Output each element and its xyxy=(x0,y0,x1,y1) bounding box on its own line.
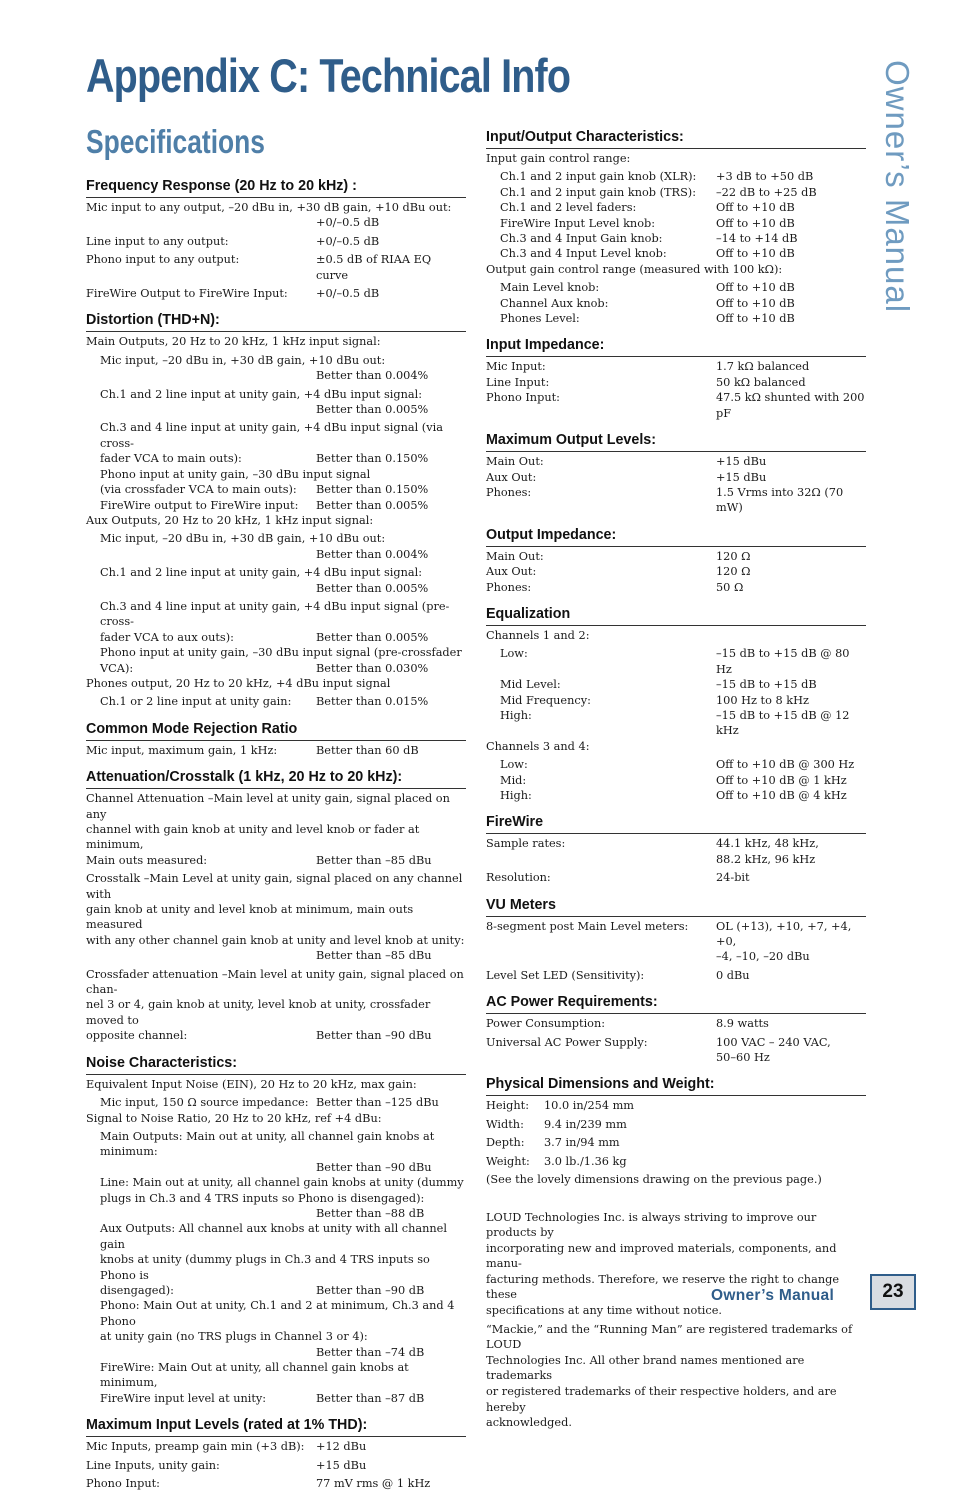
spec-value: 0 dBu xyxy=(716,968,750,982)
spec-value: Better than 0.005% xyxy=(316,403,429,417)
spec-text: Output gain control range (measured with 100 kΩ): xyxy=(486,262,783,276)
spec-row xyxy=(486,296,866,311)
spec-row xyxy=(486,216,866,231)
spec-value: +12 dBu xyxy=(316,1440,367,1454)
spec-row xyxy=(486,564,866,579)
spec-value: Better than –90 dB xyxy=(316,1283,425,1297)
spec-section xyxy=(86,719,466,758)
spec-text: Channel Attenuation –Main level at unity gain, signal placed on any channel with gain knob at unity and level knob or fader at minimum, xyxy=(86,792,450,852)
spec-label xyxy=(86,1345,316,1360)
spec-text: Ch.1 and 2 line input at unity gain, +4 dBu input signal: xyxy=(100,566,423,580)
spec-value: 100 VAC – 240 VAC, 50–60 Hz xyxy=(716,1035,831,1065)
spec-value: Better than –90 dBu xyxy=(316,1029,432,1043)
spec-row xyxy=(86,252,466,283)
spec-label: Phono Input: xyxy=(86,1477,160,1491)
spec-value: 50 Ω xyxy=(716,580,744,594)
spec-section xyxy=(86,310,466,709)
spec-row xyxy=(486,311,866,326)
spec-value: 44.1 kHz, 48 kHz, 88.2 kHz, 96 kHz xyxy=(716,837,819,866)
spec-value: 77 mV rms @ 1 kHz xyxy=(316,1477,431,1491)
spec-label: Phones: xyxy=(486,485,532,499)
spec-section xyxy=(486,1074,866,1187)
spec-label: Line Inputs, unity gain: xyxy=(86,1458,220,1472)
spec-label: Ch.1 and 2 level faders: xyxy=(500,201,637,215)
spec-label: Main Out: xyxy=(486,549,544,563)
spec-row xyxy=(486,870,866,885)
spec-row xyxy=(486,693,866,708)
spec-label: Mic Input: xyxy=(486,360,546,374)
spec-text: Equivalent Input Noise (EIN), 20 Hz to 20 kHz, max gain: xyxy=(86,1077,417,1091)
spec-label: High: xyxy=(500,708,532,722)
spec-label: Phono input to any output: xyxy=(86,253,240,267)
spec-label xyxy=(86,402,316,417)
spec-label: Level Set LED (Sensitivity): xyxy=(486,968,645,982)
spec-label: opposite channel: xyxy=(86,1029,188,1043)
spec-text: Main Outputs: Main out at unity, all channel gain knobs at minimum: xyxy=(100,1129,435,1159)
spec-text: Ch.1 and 2 line input at unity gain, +4 dBu input signal: xyxy=(100,387,423,401)
spec-value: Better than 0.004% xyxy=(316,369,429,383)
footnote-paragraph: “Mackie,” and the “Running Man” are registered trademarks of LOUD Technologies Inc. All other brand names mentioned are trademarks or registered trademarks of their respective holders, and are hereby acknowledged. xyxy=(486,1322,853,1430)
spec-value: 3.0 lb./1.36 kg xyxy=(544,1154,627,1168)
spec-label: Low: xyxy=(500,647,528,661)
spec-row xyxy=(86,1283,466,1298)
right-sections xyxy=(486,127,866,1188)
footnotes xyxy=(486,1210,866,1431)
section-heading: Maximum Input Levels (rated at 1% THD): xyxy=(86,1415,466,1437)
spec-label: fader VCA to aux outs): xyxy=(100,630,234,644)
spec-text: Phones output, 20 Hz to 20 kHz, +4 dBu input signal xyxy=(86,676,391,690)
section-heading: FireWire xyxy=(486,812,866,834)
spec-text: Mic input, –20 dBu in, +30 dB gain, +10 dBu out: xyxy=(100,353,386,367)
spec-label: Channel Aux knob: xyxy=(500,296,609,310)
spec-value: Better than 0.005% xyxy=(316,630,429,644)
spec-text: Line: Main out at unity, all channel gain knobs at unity (dummy plugs in Ch.3 and 4 TRS inputs so Phono is disengaged): xyxy=(100,1176,464,1205)
spec-row xyxy=(486,580,866,595)
spec-label: Width: xyxy=(486,1117,524,1131)
spec-text: Aux Outputs: All channel aux knobs at unity with all channel gain knobs at unity (dummy plugs in Ch.3 and 4 TRS inputs so Phono is xyxy=(100,1222,447,1282)
spec-label: Ch.1 or 2 line input at unity gain: xyxy=(100,695,292,709)
spec-row xyxy=(486,1035,866,1066)
spec-text: Crossfader attenuation –Main level at unity gain, signal placed on chan- nel 3 or 4, gain knob at unity, level knob at unity, crossfader moved to xyxy=(86,967,464,1027)
spec-value: Better than –90 dBu xyxy=(316,1160,432,1174)
spec-row xyxy=(86,234,466,249)
spec-row xyxy=(486,677,866,692)
spec-value: +15 dBu xyxy=(316,1458,367,1472)
spec-label: Power Consumption: xyxy=(486,1017,606,1031)
spec-value: 120 Ω xyxy=(716,565,751,579)
spec-value: +15 dBu xyxy=(716,470,767,484)
spec-label: Mic Inputs, preamp gain min (+3 dB): xyxy=(86,1440,305,1454)
spec-value: +3 dB to +50 dB xyxy=(716,170,814,184)
spec-row xyxy=(486,200,866,215)
spec-label xyxy=(86,368,316,383)
spec-label: fader VCA to main outs): xyxy=(100,452,242,466)
spec-section xyxy=(86,1053,466,1407)
footer-label: Owner’s Manual xyxy=(711,1287,835,1304)
spec-value: Better than –87 dB xyxy=(316,1391,425,1405)
spec-value: 1.5 Vrms into 32Ω (70 mW) xyxy=(716,485,844,515)
spec-section xyxy=(486,895,866,984)
spec-label: (via crossfader VCA to main outs): xyxy=(100,483,297,497)
spec-label: Aux Out: xyxy=(486,470,537,484)
spec-row xyxy=(86,1206,466,1221)
spec-label: Mic input, 150 Ω source impedance: xyxy=(100,1096,309,1110)
spec-row xyxy=(86,661,466,676)
spec-row xyxy=(86,547,466,562)
spec-label xyxy=(86,547,316,562)
spec-value: 1.7 kΩ balanced xyxy=(716,360,810,374)
spec-text: Signal to Noise Ratio, 20 Hz to 20 kHz, ref +4 dBu: xyxy=(86,1111,382,1125)
spec-row xyxy=(486,470,866,485)
spec-text: (See the lovely dimensions drawing on the previous page.) xyxy=(486,1173,822,1187)
spec-value: Better than –88 dB xyxy=(316,1206,425,1220)
spec-section xyxy=(486,430,866,516)
spec-row xyxy=(486,1098,866,1113)
spec-value: +15 dBu xyxy=(716,455,767,469)
spec-row xyxy=(86,368,466,383)
spec-row xyxy=(486,836,866,867)
spec-value: –14 to +14 dB xyxy=(716,232,798,246)
spec-value: Better than 0.005% xyxy=(316,581,429,595)
spec-row xyxy=(86,1476,466,1491)
spec-row xyxy=(86,1391,466,1406)
spec-row xyxy=(486,359,866,374)
spec-label: Ch.1 and 2 input gain knob (XLR): xyxy=(500,170,697,184)
spec-section xyxy=(486,604,866,803)
spec-row xyxy=(486,1135,866,1150)
section-heading: Maximum Output Levels: xyxy=(486,430,866,452)
spec-label: Universal AC Power Supply: xyxy=(486,1035,648,1049)
spec-label: Height: xyxy=(486,1099,530,1113)
spec-label: Aux Out: xyxy=(486,565,537,579)
spec-label: Sample rates: xyxy=(486,837,566,851)
spec-row xyxy=(486,231,866,246)
spec-row xyxy=(486,169,866,184)
spec-text: Phono input at unity gain, –30 dBu input signal xyxy=(100,467,371,481)
spec-value: Better than –125 dBu xyxy=(316,1096,439,1110)
spec-text: Mic input to any output, –20 dBu in, +30 dB gain, +10 dBu out: xyxy=(86,201,452,214)
spec-row xyxy=(486,280,866,295)
spec-row xyxy=(86,482,466,497)
spec-value: –22 dB to +25 dB xyxy=(716,185,817,199)
section-heading: Equalization xyxy=(486,604,866,626)
spec-row xyxy=(486,375,866,390)
spec-value: +0/–0.5 dB xyxy=(316,287,380,301)
spec-label xyxy=(86,948,316,963)
spec-label: Phones Level: xyxy=(500,312,580,326)
spec-row xyxy=(86,948,466,963)
spec-label: 8-segment post Main Level meters: xyxy=(486,919,689,933)
spec-row xyxy=(86,1028,466,1043)
spec-text: Phono input at unity gain, –30 dBu input signal (pre-crossfader xyxy=(100,646,462,660)
spec-label: FireWire Output to FireWire Input: xyxy=(86,287,288,301)
spec-label: Main Level knob: xyxy=(500,281,600,295)
section-heading: Physical Dimensions and Weight: xyxy=(486,1074,866,1096)
spec-label: FireWire input level at unity: xyxy=(100,1391,267,1405)
spec-label: Low: xyxy=(500,758,528,772)
spec-value: Off to +10 dB xyxy=(716,312,795,326)
section-subtitle: Specifications xyxy=(86,123,265,160)
spec-row xyxy=(86,1439,466,1454)
spec-label xyxy=(86,215,316,230)
spec-text: Crosstalk –Main Level at unity gain, signal placed on any channel with gain knob at unity and level knob at minimum, main outs measured with any other channel gain knob at unity and level knob at unity: xyxy=(86,872,465,947)
spec-section xyxy=(486,127,866,326)
spec-label xyxy=(86,1206,316,1221)
spec-text: Aux Outputs, 20 Hz to 20 kHz, 1 kHz input signal: xyxy=(86,513,374,527)
spec-value: 3.7 in/94 mm xyxy=(544,1136,620,1150)
spec-label: VCA): xyxy=(100,661,134,675)
spec-row xyxy=(486,968,866,983)
spec-label: Weight: xyxy=(486,1154,530,1168)
spec-row xyxy=(86,286,466,301)
spec-value: Off to +10 dB @ 1 kHz xyxy=(716,773,847,787)
spec-row xyxy=(86,1345,466,1360)
spec-value: Better than –74 dB xyxy=(316,1345,425,1359)
spec-label: disengaged): xyxy=(100,1283,174,1297)
spec-value: +0/–0.5 dB xyxy=(316,216,380,230)
spec-value: 120 Ω xyxy=(716,549,751,563)
spec-value: 10.0 in/254 mm xyxy=(544,1099,635,1113)
spec-label: Phono Input: xyxy=(486,391,560,405)
section-heading: Attenuation/Crosstalk (1 kHz, 20 Hz to 20 kHz): xyxy=(86,767,466,789)
spec-label: Phones: xyxy=(486,580,532,594)
spec-value: 50 kΩ balanced xyxy=(716,375,806,389)
spec-section xyxy=(486,812,866,885)
spec-row xyxy=(486,185,866,200)
spec-label: Ch.1 and 2 input gain knob (TRS): xyxy=(500,185,697,199)
spec-value: 9.4 in/239 mm xyxy=(544,1117,627,1131)
spec-row xyxy=(86,694,466,709)
spec-label: High: xyxy=(500,789,532,802)
spec-text: Phono: Main Out at unity, Ch.1 and 2 at minimum, Ch.3 and 4 Phono at unity gain (no TRS plugs in Channel 3 or 4): xyxy=(100,1299,455,1344)
spec-label: Line Input: xyxy=(486,375,550,389)
spec-row xyxy=(86,743,466,758)
spec-label: Line input to any output: xyxy=(86,234,229,248)
spec-text: Ch.3 and 4 line input at unity gain, +4 dBu input signal (via cross- xyxy=(100,421,443,450)
spec-row xyxy=(486,788,866,803)
spec-section xyxy=(86,176,466,301)
spec-row xyxy=(86,498,466,513)
spec-value: –15 dB to +15 dB @ 80 Hz xyxy=(716,647,850,676)
spec-value: Better than 0.150% xyxy=(316,483,429,497)
spec-section xyxy=(86,767,466,1044)
spec-value: Better than 0.015% xyxy=(316,695,429,709)
spec-label xyxy=(86,1160,316,1175)
spec-label: Ch.3 and 4 Input Gain knob: xyxy=(500,232,663,246)
spec-label: Mid Level: xyxy=(500,678,561,692)
spec-row xyxy=(486,646,866,677)
spec-row xyxy=(86,581,466,596)
spec-label xyxy=(86,581,316,596)
spec-value: Better than 0.005% xyxy=(316,498,429,512)
spec-text: FireWire: Main Out at unity, all channel gain knobs at minimum, xyxy=(100,1361,409,1390)
spec-value: –15 dB to +15 dB xyxy=(716,678,817,692)
spec-row xyxy=(486,773,866,788)
section-heading: Input Impedance: xyxy=(486,335,866,357)
spec-label: Mid Frequency: xyxy=(500,693,591,707)
spec-row xyxy=(86,1095,466,1110)
section-heading: Frequency Response (20 Hz to 20 kHz) : xyxy=(86,176,466,198)
section-heading: Noise Characteristics: xyxy=(86,1053,466,1075)
spec-value: –15 dB to +15 dB @ 12 kHz xyxy=(716,708,850,738)
spec-row xyxy=(486,919,866,965)
spec-label: Main Out: xyxy=(486,455,544,469)
spec-row xyxy=(486,1154,866,1169)
spec-text: Main Outputs, 20 Hz to 20 kHz, 1 kHz input signal: xyxy=(86,335,381,349)
spec-text: Mic input, –20 dBu in, +30 dB gain, +10 dBu out: xyxy=(100,532,386,546)
spec-value: ±0.5 dB of RIAA EQ curve xyxy=(316,253,432,282)
spec-value: 24-bit xyxy=(716,871,750,885)
spec-value: Better than 0.004% xyxy=(316,547,429,561)
spec-row xyxy=(486,1117,866,1132)
spec-value: Off to +10 dB xyxy=(716,281,795,295)
spec-row xyxy=(486,246,866,261)
spec-text: Channels 1 and 2: xyxy=(486,628,590,642)
spec-row xyxy=(86,1160,466,1175)
spec-section xyxy=(86,1415,466,1491)
spec-label: FireWire output to FireWire input: xyxy=(100,498,299,512)
section-heading: Distortion (THD+N): xyxy=(86,310,466,332)
spec-row xyxy=(86,402,466,417)
spec-row xyxy=(486,485,866,516)
spec-value: Off to +10 dB xyxy=(716,247,795,261)
spec-text: Ch.3 and 4 line input at unity gain, +4 dBu input signal (pre-cross- xyxy=(100,599,450,629)
spec-label: Depth: xyxy=(486,1136,525,1150)
page-number: 23 xyxy=(870,1274,916,1310)
spec-value: 47.5 kΩ shunted with 200 pF xyxy=(716,391,865,420)
spec-value: Off to +10 dB @ 4 kHz xyxy=(716,789,847,802)
spec-row xyxy=(486,454,866,469)
spec-value: Better than 60 dB xyxy=(316,743,419,757)
spec-value: Better than –85 dBu xyxy=(316,853,432,867)
spec-label: Mid: xyxy=(500,773,527,787)
right-column xyxy=(486,127,866,1434)
page-title: Appendix C: Technical Info xyxy=(86,49,571,102)
spec-text: Channels 3 and 4: xyxy=(486,739,590,753)
section-heading: VU Meters xyxy=(486,895,866,917)
section-heading: Common Mode Rejection Ratio xyxy=(86,719,466,741)
spec-row xyxy=(86,1458,466,1473)
spec-row xyxy=(486,708,866,739)
spec-section xyxy=(486,992,866,1065)
spec-value: 100 Hz to 8 kHz xyxy=(716,693,809,707)
spec-label: Main outs measured: xyxy=(86,853,208,867)
spec-row xyxy=(486,757,866,772)
spec-value: +0/–0.5 dB xyxy=(316,234,380,248)
spec-value: Off to +10 dB xyxy=(716,296,795,310)
spec-value: Better than –85 dBu xyxy=(316,949,432,963)
spec-value: Off to +10 dB @ 300 Hz xyxy=(716,758,855,772)
footnote-paragraph: LOUD Technologies Inc. is always striving to improve our products by incorporating new and improved materials, components, and manu- facturing methods. Therefore, we reserve the right to change these specifications at any time without notice. xyxy=(486,1210,840,1318)
spec-label: Mic input, maximum gain, 1 kHz: xyxy=(86,743,278,757)
spec-value: Better than 0.150% xyxy=(316,452,429,466)
spec-row xyxy=(86,853,466,868)
spec-row xyxy=(86,215,466,230)
spec-value: Off to +10 dB xyxy=(716,216,795,230)
spec-value: 8.9 watts xyxy=(716,1017,769,1031)
spec-row xyxy=(86,451,466,466)
section-heading: AC Power Requirements: xyxy=(486,992,866,1014)
spec-label: FireWire Input Level knob: xyxy=(500,216,656,230)
spec-value: OL (+13), +10, +7, +4, +0, –4, –10, –20 dBu xyxy=(716,919,852,964)
spec-label: Resolution: xyxy=(486,871,551,885)
spec-row xyxy=(486,549,866,564)
spec-section xyxy=(486,525,866,595)
side-label: Owner’s Manual xyxy=(879,60,916,314)
spec-row xyxy=(86,630,466,645)
spec-section xyxy=(486,335,866,421)
spec-row xyxy=(486,1016,866,1031)
spec-value: Off to +10 dB xyxy=(716,201,795,215)
spec-row xyxy=(486,390,866,421)
section-heading: Input/Output Characteristics: xyxy=(486,127,866,149)
spec-text: Input gain control range: xyxy=(486,152,631,165)
spec-label: Ch.3 and 4 Input Level knob: xyxy=(500,247,667,261)
section-heading: Output Impedance: xyxy=(486,525,866,547)
left-column xyxy=(86,176,466,1500)
spec-value: Better than 0.030% xyxy=(316,661,429,675)
